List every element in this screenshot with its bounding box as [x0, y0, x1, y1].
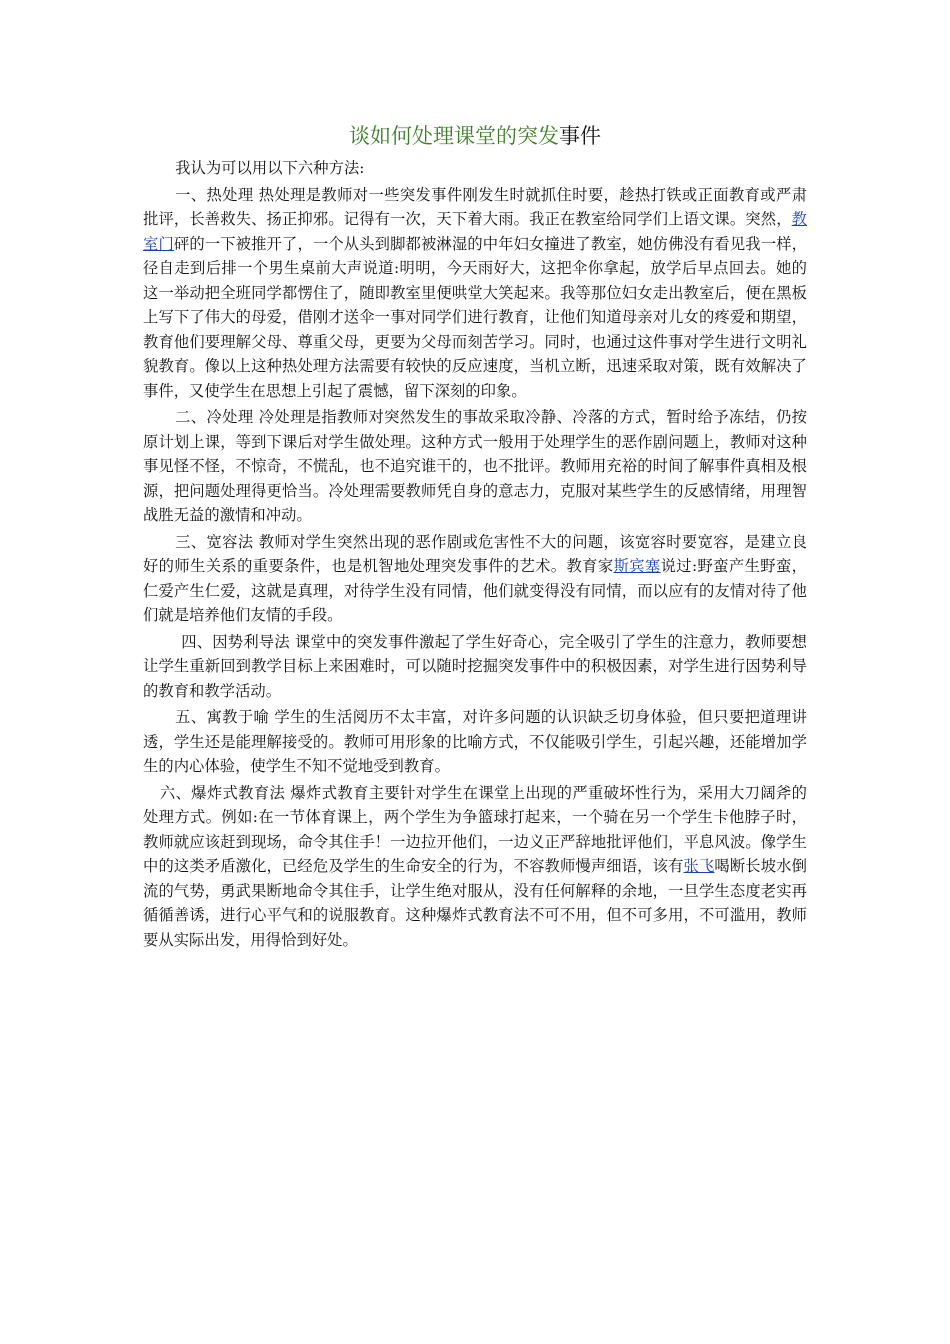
- paragraph-text: 三、宽容法 教师对学生突然出现的恶作剧或危害性不大的问题，该宽容时要宽容，是建立良好的师生关系的重要条件，也是机智地处理突发事件的艺术。教育家: [143, 532, 807, 575]
- page-title: [143, 118, 807, 154]
- paragraph-guidance: 四、因势利导法 课堂中的突发事件激起了学生好奇心，完全吸引了学生的注意力，教师要想让学生重新回到教学目标上来困难时，可以随时挖掘突发事件中的积极因素，对学生进行因势利导的教育和教学活动。: [143, 632, 807, 700]
- link-spencer[interactable]: 斯宾塞: [613, 557, 661, 575]
- paragraph-metaphor: 五、寓教于喻 学生的生活阅历不太丰富，对许多问题的认识缺乏切身体验，但只要把道理讲透，学生还是能理解接受的。教师可用形象的比喻方式，不仅能吸引学生，引起兴趣，还能增加学生的内心体验，使学生不知不觉地受到教育。: [143, 708, 807, 775]
- link-classroom-door[interactable]: 教室门: [143, 210, 807, 253]
- paragraph-tolerance: [143, 530, 807, 628]
- link-zhang-fei[interactable]: 张飞: [683, 857, 715, 875]
- paragraph-hot-handling: [143, 183, 807, 404]
- intro-paragraph: 我认为可以用以下六种方法:: [175, 159, 365, 177]
- paragraph-text: 六、爆炸式教育法 爆炸式教育主要针对学生在课堂上出现的严重破坏性行为，采用大刀阔斧的处理方式。例如:在一节体育课上，两个学生为争篮球打起来，一个骑在另一个学生卡他脖子时，教师就应该赶到现场，命令其住手！一边拉开他们，一边义正严辞地批评他们，平息风波。像学生中的这类矛盾激化，已经危及学生的生命安全的行为，不容教师慢声细语，该有: [143, 783, 807, 875]
- paragraph-explosive: [143, 781, 807, 953]
- title-rest: 事件: [559, 124, 601, 148]
- title-highlighted: 谈如何处理课堂的突发: [349, 124, 559, 148]
- paragraph-text: 喝断长坡水倒流的气势，勇武果断地命令其住手，让学生绝对服从，没有任何解释的余地，一旦学生态度老实再循循善诱，进行心平气和的说服教育。这种爆炸式教育法不可不用，但不可多用，不可滥用，教师要从实际出发，用得恰到好处。: [143, 857, 807, 949]
- paragraph-cold-handling: 二、冷处理 冷处理是指教师对突然发生的事故采取冷静、冷落的方式，暂时给予冻结，仍按原计划上课，等到下课后对学生做处理。这种方式一般用于处理学生的恶作剧问题上，教师对这种事见怪不怪，不惊奇，不慌乱，也不追究谁干的，也不批评。教师用充裕的时间了解事件真相及根源，把问题处理得更恰当。冷处理需要教师凭自身的意志力，克服对某些学生的反感情绪，用理智战胜无益的激情和冲动。: [143, 408, 807, 524]
- paragraph-text: 说过:野蛮产生野蛮，仁爱产生仁爱，这就是真理，对待学生没有同情，他们就变得没有同情，而以应有的友情对待了他们就是培养他们友情的手段。: [143, 557, 807, 624]
- paragraph-text: 一、热处理 热处理是教师对一些突发事件刚发生时就抓住时要，趁热打铁或正面教育或严肃批评，长善救失、扬正抑邪。记得有一次，天下着大雨。我正在教室给同学们上语文课。突然，: [143, 185, 807, 228]
- paragraph-text: 砰的一下被推开了，一个从头到脚都被淋湿的中年妇女撞进了教室，她仿佛没有看见我一样，径自走到后排一个男生桌前大声说道:明明，今天雨好大，这把伞你拿起，放学后早点回去。她的这一举动把全班同学都愣住了，随即教室里便哄堂大笑起来。我等那位妇女走出教室后，便在黑板上写下了伟大的母爱，借刚才送伞一事对同学们进行教育，让他们知道母亲对儿女的疼爱和期望，教育他们要理解父母、尊重父母，更要为父母而刻苦学习。同时，也通过这件事对学生进行文明礼貌教育。像以上这种热处理方法需要有较快的反应速度，当机立断，迅速采取对策，既有效解决了事件，又使学生在思想上引起了震憾，留下深刻的印象。: [143, 234, 807, 400]
- document-page: [143, 118, 807, 954]
